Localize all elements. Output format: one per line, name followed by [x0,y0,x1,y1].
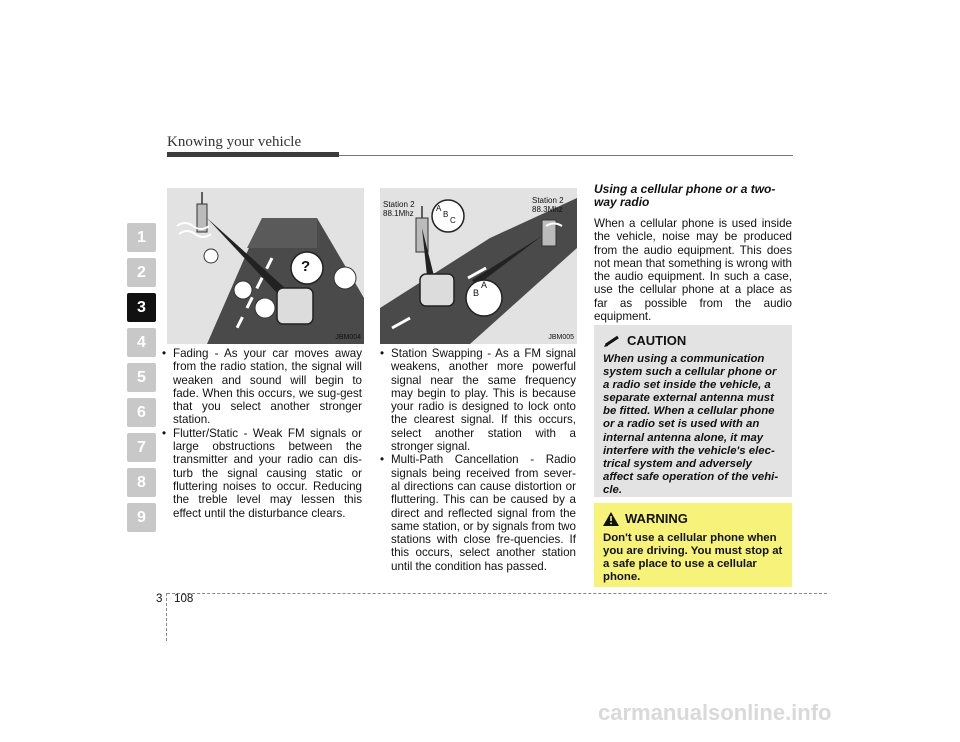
header-bar [167,152,339,157]
chapter-tab-8[interactable]: 8 [127,468,156,497]
bullet-multi-path: • Multi-Path Cancellation - Radio signals being received from sever-al directions can cause distortion or fluttering. This can be caused by a direct and reflected signal from the same station, or by signals from two stations with close fre-quencies. If this occurs, select another station until the condition has passed. [380,453,576,573]
figure-station-swapping [380,188,577,344]
figure-fading [167,188,364,344]
footer-divider [166,593,167,641]
footer-page-number: 108 [174,592,194,605]
letter-b-top: B [443,210,449,219]
figure-label: JBM005 [548,334,574,341]
station-right-freq: 88.3Mhz [532,205,563,214]
chapter-tab-3[interactable]: 3 [127,293,156,322]
letter-a-top: A [436,204,442,213]
header-rule [339,155,793,156]
letter-c-top: C [450,216,456,225]
station-right-name: Station 2 [532,196,564,205]
caution-header [603,333,792,348]
station-left-freq: 88.1Mhz [383,209,414,218]
fading-illustration [167,188,364,344]
station-left-label [383,200,415,218]
station-left-name: Station 2 [383,200,415,209]
footer-rule [167,593,827,594]
bullet-station-swapping: • Station Swapping - As a FM signal weakens, another more powerful signal near the same frequency may begin to play. This is because your radio is designed to lock onto the clearest signal. If this occurs, select another station with a stronger signal. [380,347,576,453]
chapter-tab-9[interactable]: 9 [127,503,156,532]
pencil-icon [603,335,621,347]
warning-box [594,503,792,587]
warning-text: Don't use a cellular phone when you are driving. You must stop at a safe place to use a cellular phone. [603,532,783,584]
warning-triangle-icon [603,512,619,526]
caution-title: CAUTION [627,333,687,348]
question-mark: ? [301,258,311,275]
letter-a-bottom: A [481,280,488,290]
letter-b-bottom: B [473,288,480,298]
chapter-tab-6[interactable]: 6 [127,398,156,427]
warning-header [603,511,792,526]
column-2 [380,347,576,573]
chapter-tab-2[interactable]: 2 [127,258,156,287]
station-right-label [532,196,564,214]
chapter-tab-1[interactable]: 1 [127,223,156,252]
watermark: carmanualsonline.info [598,700,832,725]
chapter-tab-7[interactable]: 7 [127,433,156,462]
chapter-tab-5[interactable]: 5 [127,363,156,392]
caution-box [594,325,792,497]
bullet-flutter-static: • Flutter/Static - Weak FM signals or large obstructions between the transmitter and your radio can dis-turb the signal causing static or fluttering noises to occur. Reducing the treble level may lessen this effect until the disturbance clears. [162,427,362,520]
bullet-fading: • Fading - As your car moves away from the radio station, the signal will weaken and sound will begin to fade. When this occurs, we sug-gest that you select another stronger station. [162,347,362,427]
chapter-tabs [127,223,156,538]
column-1 [162,347,362,520]
caution-text: When using a communication system such a cellular phone or a radio set inside the vehicle, a separate external antenna must be fitted. When a cellular phone or a radio set is used with an internal antenna alone, it may interfere with the vehicle's elec-trical system and adversely affect safe operation of the vehi-cle. [603,353,779,496]
section-heading: Using a cellular phone or a two-way radio [594,182,776,209]
chapter-tab-4[interactable]: 4 [127,328,156,357]
figure-label: JBM004 [335,334,361,341]
page-header-title: Knowing your vehicle [167,134,302,150]
footer-chapter-number: 3 [156,592,163,605]
warning-title: WARNING [625,511,688,526]
section-paragraph: When a cellular phone is used inside the vehicle, noise may be produced from the audio equipment. This does not mean that something is wrong with the audio equipment. In such a case, use the cellular phone at a place as far as possible from the audio equipment. [594,217,792,324]
